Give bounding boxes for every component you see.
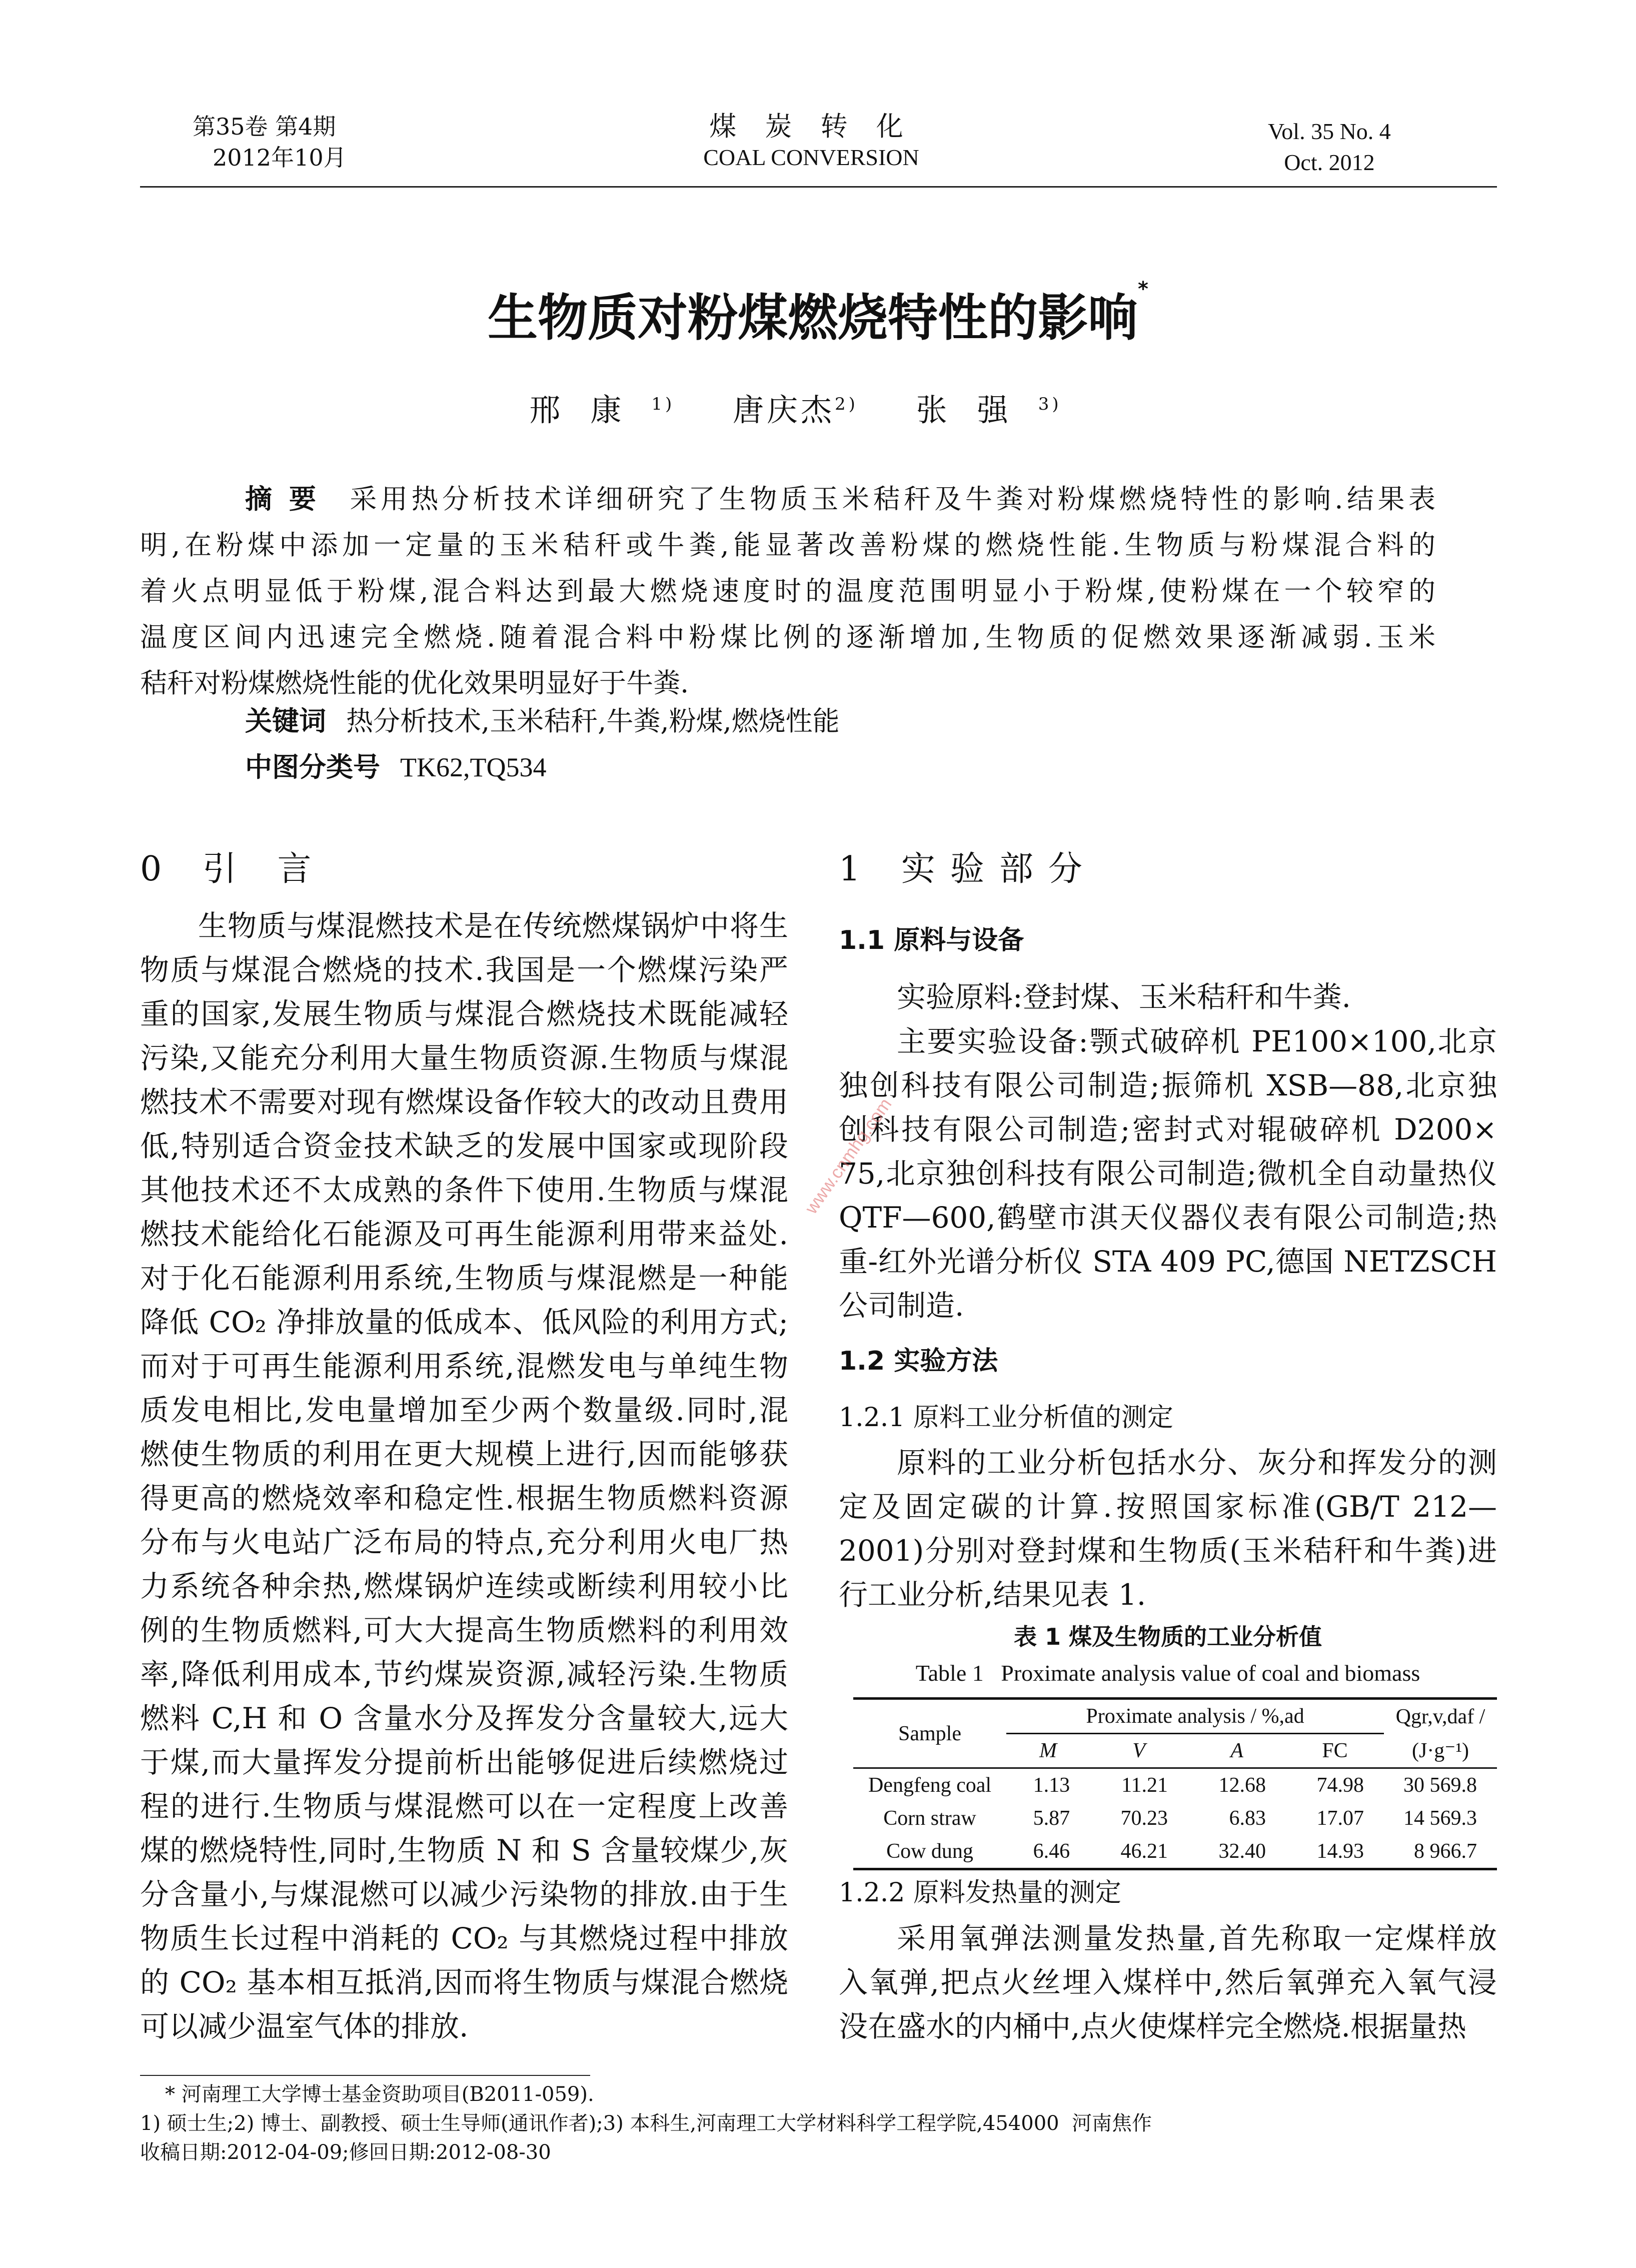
text-line: 质发电相比,发电量增加至少两个数量级.同时,混 — [140, 1393, 788, 1427]
header-rule — [140, 186, 1497, 188]
table-cell: 14 569.3 — [1403, 1807, 1477, 1830]
text-line: 的 CO₂ 基本相互抵消,因而将生物质与煤混合燃烧 — [140, 1965, 788, 1999]
header-m: M — [1039, 1739, 1057, 1762]
footnote-dates: 收稿日期:2012-04-09;修回日期:2012-08-30 — [140, 2141, 551, 2164]
issue-info-en — [1268, 116, 1391, 178]
header-q-unit: (J·g⁻¹) — [1384, 1734, 1497, 1768]
table-cell: 5.87 — [1033, 1807, 1070, 1830]
header-fc: FC — [1322, 1739, 1348, 1762]
author-name: 张强 — [916, 392, 1038, 428]
text-line: 实验原料:登封煤、玉米秸秆和牛粪. — [897, 980, 1351, 1014]
text-line: 主要实验设备:颚式破碎机 PE100×100,北京 — [897, 1024, 1497, 1058]
introduction-body — [140, 904, 788, 2048]
header-sample: Sample — [853, 1699, 1006, 1768]
table-cell: 30 569.8 — [1403, 1774, 1477, 1797]
text-line: 程的进行.生物质与煤混燃可以在一定程度上改善 — [140, 1789, 788, 1823]
volume-issue: 第35卷 第4期 — [193, 113, 336, 140]
issue-date: 2012年10月 — [213, 144, 347, 171]
text-line: 公司制造. — [839, 1289, 964, 1323]
text-line: 力系统各种余热,燃煤锅炉连续或断续利用较小比 — [140, 1569, 788, 1603]
author-name: 邢康 — [529, 392, 652, 428]
journal-name-en: COAL CONVERSION — [703, 145, 919, 170]
table-row — [853, 1768, 1497, 1802]
volume-en: Vol. 35 No. 4 — [1268, 119, 1391, 144]
table-cell: 46.21 — [1120, 1840, 1168, 1863]
text-line: 物质生长过程中消耗的 CO₂ 与其燃烧过程中排放 — [140, 1921, 788, 1955]
table-cell: 6.83 — [1229, 1807, 1266, 1830]
text-line: 燃使生物质的利用在更大规模上进行,因而能够获 — [140, 1437, 788, 1471]
table-cell: 32.40 — [1218, 1840, 1266, 1863]
title-footnote-mark: * — [1138, 278, 1148, 301]
header-a: A — [1230, 1739, 1243, 1762]
paragraph-materials — [839, 975, 1497, 1019]
section-heading-experiment: 1 实验部分 — [839, 849, 1097, 889]
text-line: 行工业分析,结果见表 1. — [839, 1578, 1146, 1612]
text-line: 分布与火电站广泛布局的特点,充分利用火电厂热 — [140, 1525, 788, 1559]
text-line: QTF—600,鹤壁市淇天仪器仪表有限公司制造;热 — [839, 1201, 1497, 1235]
paragraph-equipment — [839, 1019, 1497, 1328]
abstract-label: 摘 要 — [245, 483, 320, 515]
text-line: 没在盛水的内桶中,点火使煤样完全燃烧.根据量热 — [839, 2009, 1466, 2043]
text-line: 入氧弹,把点火丝埋入煤样中,然后氧弹充入氧气浸 — [839, 1965, 1497, 1999]
text-line: 温度区间内迅速完全燃烧.随着混合料中粉煤比例的逐渐增加,生物质的促燃效果逐渐减弱.玉米 — [140, 621, 1435, 653]
header-q: Qgr,v,daf / — [1395, 1705, 1485, 1728]
date-en: Oct. 2012 — [1284, 150, 1375, 175]
paragraph-calorific — [839, 1916, 1497, 2048]
text-line: 生物质与煤混燃技术是在传统燃煤锅炉中将生 — [198, 909, 788, 943]
keywords-label: 关键词 — [245, 705, 326, 737]
table-cell: 1.13 — [1033, 1774, 1070, 1797]
paper-title — [0, 278, 1636, 350]
text-line: 75,北京独创科技有限公司制造;微机全自动量热仪 — [839, 1157, 1497, 1191]
text-line: 燃技术能给化石能源及可再生能源利用带来益处. — [140, 1217, 788, 1251]
proximate-table — [853, 1697, 1497, 1870]
text-line: 重的国家,发展生物质与煤混合燃烧技术既能减轻 — [140, 997, 788, 1031]
table-cell: 17.07 — [1316, 1807, 1364, 1830]
text-line: 燃料 C,H 和 O 含量水分及挥发分含量较大,远大 — [140, 1701, 788, 1735]
subsection-1-2-1: 1.2.1 原料工业分析值的测定 — [839, 1403, 1173, 1433]
text-line: 定及固定碳的计算.按照国家标准(GB/T 212— — [839, 1490, 1497, 1524]
author-affil: 2) — [835, 394, 858, 415]
text-line: 创科技有限公司制造;密封式对辊破碎机 D200× — [839, 1112, 1497, 1147]
text-line: 于煤,而大量挥发分提前析出能够促进后续燃烧过 — [140, 1745, 788, 1779]
text-line: 降低 CO₂ 净排放量的低成本、低风险的利用方式; — [140, 1305, 788, 1339]
subsection-1-2: 1.2 实验方法 — [839, 1346, 998, 1376]
table-row — [853, 1802, 1497, 1835]
author-affil: 1) — [651, 394, 675, 415]
footnote-funding: * 河南理工大学博士基金资助项目(B2011-059). — [165, 2083, 594, 2106]
text-line: 对于化石能源利用系统,生物质与煤混燃是一种能 — [140, 1261, 788, 1295]
table-caption-cn: 表 1 煤及生物质的工业分析值 — [1013, 1623, 1322, 1650]
paragraph-proximate — [839, 1441, 1497, 1617]
author-list — [0, 385, 1636, 430]
author-affil: 3) — [1038, 394, 1062, 415]
text-line — [140, 476, 1435, 522]
footnote-affiliations: 1) 硕士生;2) 博士、副教授、硕士生导师(通讯作者);3) 本科生,河南理工大学材料科学工程学院,454000 河南焦作 — [140, 2112, 1152, 2135]
text-line: 得更高的燃烧效率和稳定性.根据生物质燃料资源 — [140, 1481, 788, 1515]
text-line: 率,降低利用成本,节约煤炭资源,减轻污染.生物质 — [140, 1657, 788, 1691]
table-cell: 12.68 — [1218, 1774, 1266, 1797]
keywords-text: 热分析技术,玉米秸秆,牛粪,粉煤,燃烧性能 — [346, 705, 840, 737]
sample-name: Corn straw — [883, 1807, 976, 1830]
section-heading-introduction: 0 引 言 — [140, 849, 327, 889]
sample-name: Cow dung — [886, 1840, 973, 1863]
table-cell: 74.98 — [1316, 1774, 1364, 1797]
table-caption-en: Table 1 Proximate analysis value of coal and biomass — [915, 1660, 1420, 1686]
text-line: 2001)分别对登封煤和生物质(玉米秸秆和牛粪)进 — [839, 1534, 1497, 1568]
header-proximate: Proximate analysis / %,ad — [1006, 1699, 1384, 1734]
journal-name — [636, 111, 986, 173]
table-cell: 11.21 — [1121, 1774, 1168, 1797]
text-line: 秸秆对粉煤燃烧性能的优化效果明显好于牛粪. — [140, 667, 689, 699]
abstract — [140, 476, 1435, 706]
issue-info — [193, 111, 347, 173]
text-line: 可以减少温室气体的排放. — [140, 2009, 469, 2043]
text-line: 而对于可再生能源利用系统,混燃发电与单纯生物 — [140, 1349, 788, 1383]
classification — [245, 744, 546, 790]
text-line: 明,在粉煤中添加一定量的玉米秸秆或牛粪,能显著改善粉煤的燃烧性能.生物质与粉煤混合料的 — [140, 529, 1435, 561]
text-line: 燃技术不需要对现有燃煤设备作较大的改动且费用 — [140, 1085, 788, 1119]
classification-label: 中图分类号 — [245, 751, 380, 783]
footnote-rule — [140, 2075, 590, 2076]
subsection-1-2-2: 1.2.2 原料发热量的测定 — [839, 1878, 1121, 1908]
text-line: 物质与煤混合燃烧的技术.我国是一个燃煤污染严 — [140, 953, 788, 987]
subsection-1-1: 1.1 原料与设备 — [839, 925, 1024, 955]
journal-name-cn: 煤 炭 转 化 — [709, 111, 913, 142]
classification-text: TK62,TQ534 — [400, 752, 547, 782]
keywords — [245, 698, 840, 744]
sample-name: Dengfeng coal — [868, 1774, 992, 1797]
text-line: 原料的工业分析包括水分、灰分和挥发分的测 — [897, 1446, 1497, 1480]
table-row — [853, 1835, 1497, 1869]
text-line: 重-红外光谱分析仪 STA 409 PC,德国 NETZSCH — [839, 1245, 1497, 1279]
text-line: 着火点明显低于粉煤,混合料达到最大燃烧速度时的温度范围明显小于粉煤,使粉煤在一个较窄的 — [140, 575, 1435, 607]
table-cell: 14.93 — [1316, 1840, 1364, 1863]
watermark: www.cnmhg.com — [800, 1094, 896, 1218]
text-line-content: 采用热分析技术详细研究了生物质玉米秸秆及牛粪对粉煤燃烧特性的影响.结果表 — [350, 483, 1435, 515]
table-cell: 6.46 — [1033, 1840, 1070, 1863]
text-line: 煤的燃烧特性,同时,生物质 N 和 S 含量较煤少,灰 — [140, 1833, 788, 1867]
text-line: 独创科技有限公司制造;振筛机 XSB—88,北京独 — [839, 1068, 1497, 1102]
table-cell: 8 966.7 — [1414, 1840, 1477, 1863]
text-line: 分含量小,与煤混燃可以减少污染物的排放.由于生 — [140, 1877, 788, 1911]
text-line: 污染,又能充分利用大量生物质资源.生物质与煤混 — [140, 1041, 788, 1075]
text-line: 其他技术还不太成熟的条件下使用.生物质与煤混 — [140, 1173, 788, 1207]
table-cell: 70.23 — [1120, 1807, 1168, 1830]
title-text: 生物质对粉煤燃烧特性的影响 — [488, 289, 1138, 347]
header-v: V — [1132, 1739, 1145, 1762]
text-line: 低,特别适合资金技术缺乏的发展中国家或现阶段 — [140, 1129, 788, 1163]
text-line: 例的生物质燃料,可大大提高生物质燃料的利用效 — [140, 1613, 788, 1647]
author-name: 唐庆杰 — [733, 392, 835, 428]
text-line: 采用氧弹法测量发热量,首先称取一定煤样放 — [897, 1921, 1497, 1955]
